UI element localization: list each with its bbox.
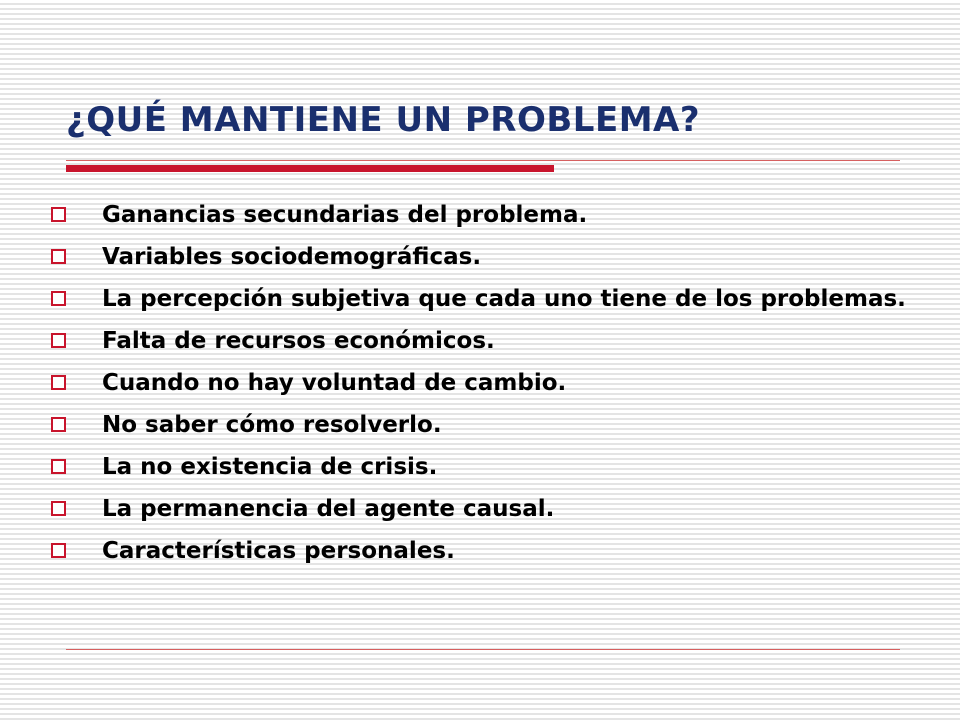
- bullet-item: [48, 536, 928, 567]
- bullet-text: La no existencia de crisis.: [102, 454, 438, 480]
- bullet-text: Falta de recursos económicos.: [102, 328, 495, 354]
- hollow-square-icon: [51, 459, 66, 474]
- bullet-item: [48, 284, 928, 315]
- bullet-item: [48, 242, 928, 273]
- bullet-text: La percepción subjetiva que cada uno tiene de los problemas.: [102, 286, 906, 312]
- hollow-square-icon: [51, 501, 66, 516]
- hollow-square-icon: [51, 543, 66, 558]
- hollow-square-icon: [51, 249, 66, 264]
- bullet-item: [48, 494, 928, 525]
- title-accent-bar: [66, 165, 554, 172]
- slide-title: ¿QUÉ MANTIENE UN PROBLEMA?: [66, 100, 701, 140]
- bullet-item: [48, 200, 928, 231]
- bullet-item: [48, 326, 928, 357]
- hollow-square-icon: [51, 291, 66, 306]
- hollow-square-icon: [51, 417, 66, 432]
- title-underline: [66, 160, 900, 161]
- bullet-text: Ganancias secundarias del problema.: [102, 202, 588, 228]
- bullet-text: La permanencia del agente causal.: [102, 496, 555, 522]
- hollow-square-icon: [51, 207, 66, 222]
- footer-divider: [66, 649, 900, 650]
- bullet-item: [48, 410, 928, 441]
- bullet-list: [48, 200, 928, 578]
- bullet-text: Variables sociodemográficas.: [102, 244, 482, 270]
- hollow-square-icon: [51, 333, 66, 348]
- bullet-item: [48, 452, 928, 483]
- bullet-text: No saber cómo resolverlo.: [102, 412, 442, 438]
- bullet-item: [48, 368, 928, 399]
- hollow-square-icon: [51, 375, 66, 390]
- bullet-text: Características personales.: [102, 538, 455, 564]
- bullet-text: Cuando no hay voluntad de cambio.: [102, 370, 567, 396]
